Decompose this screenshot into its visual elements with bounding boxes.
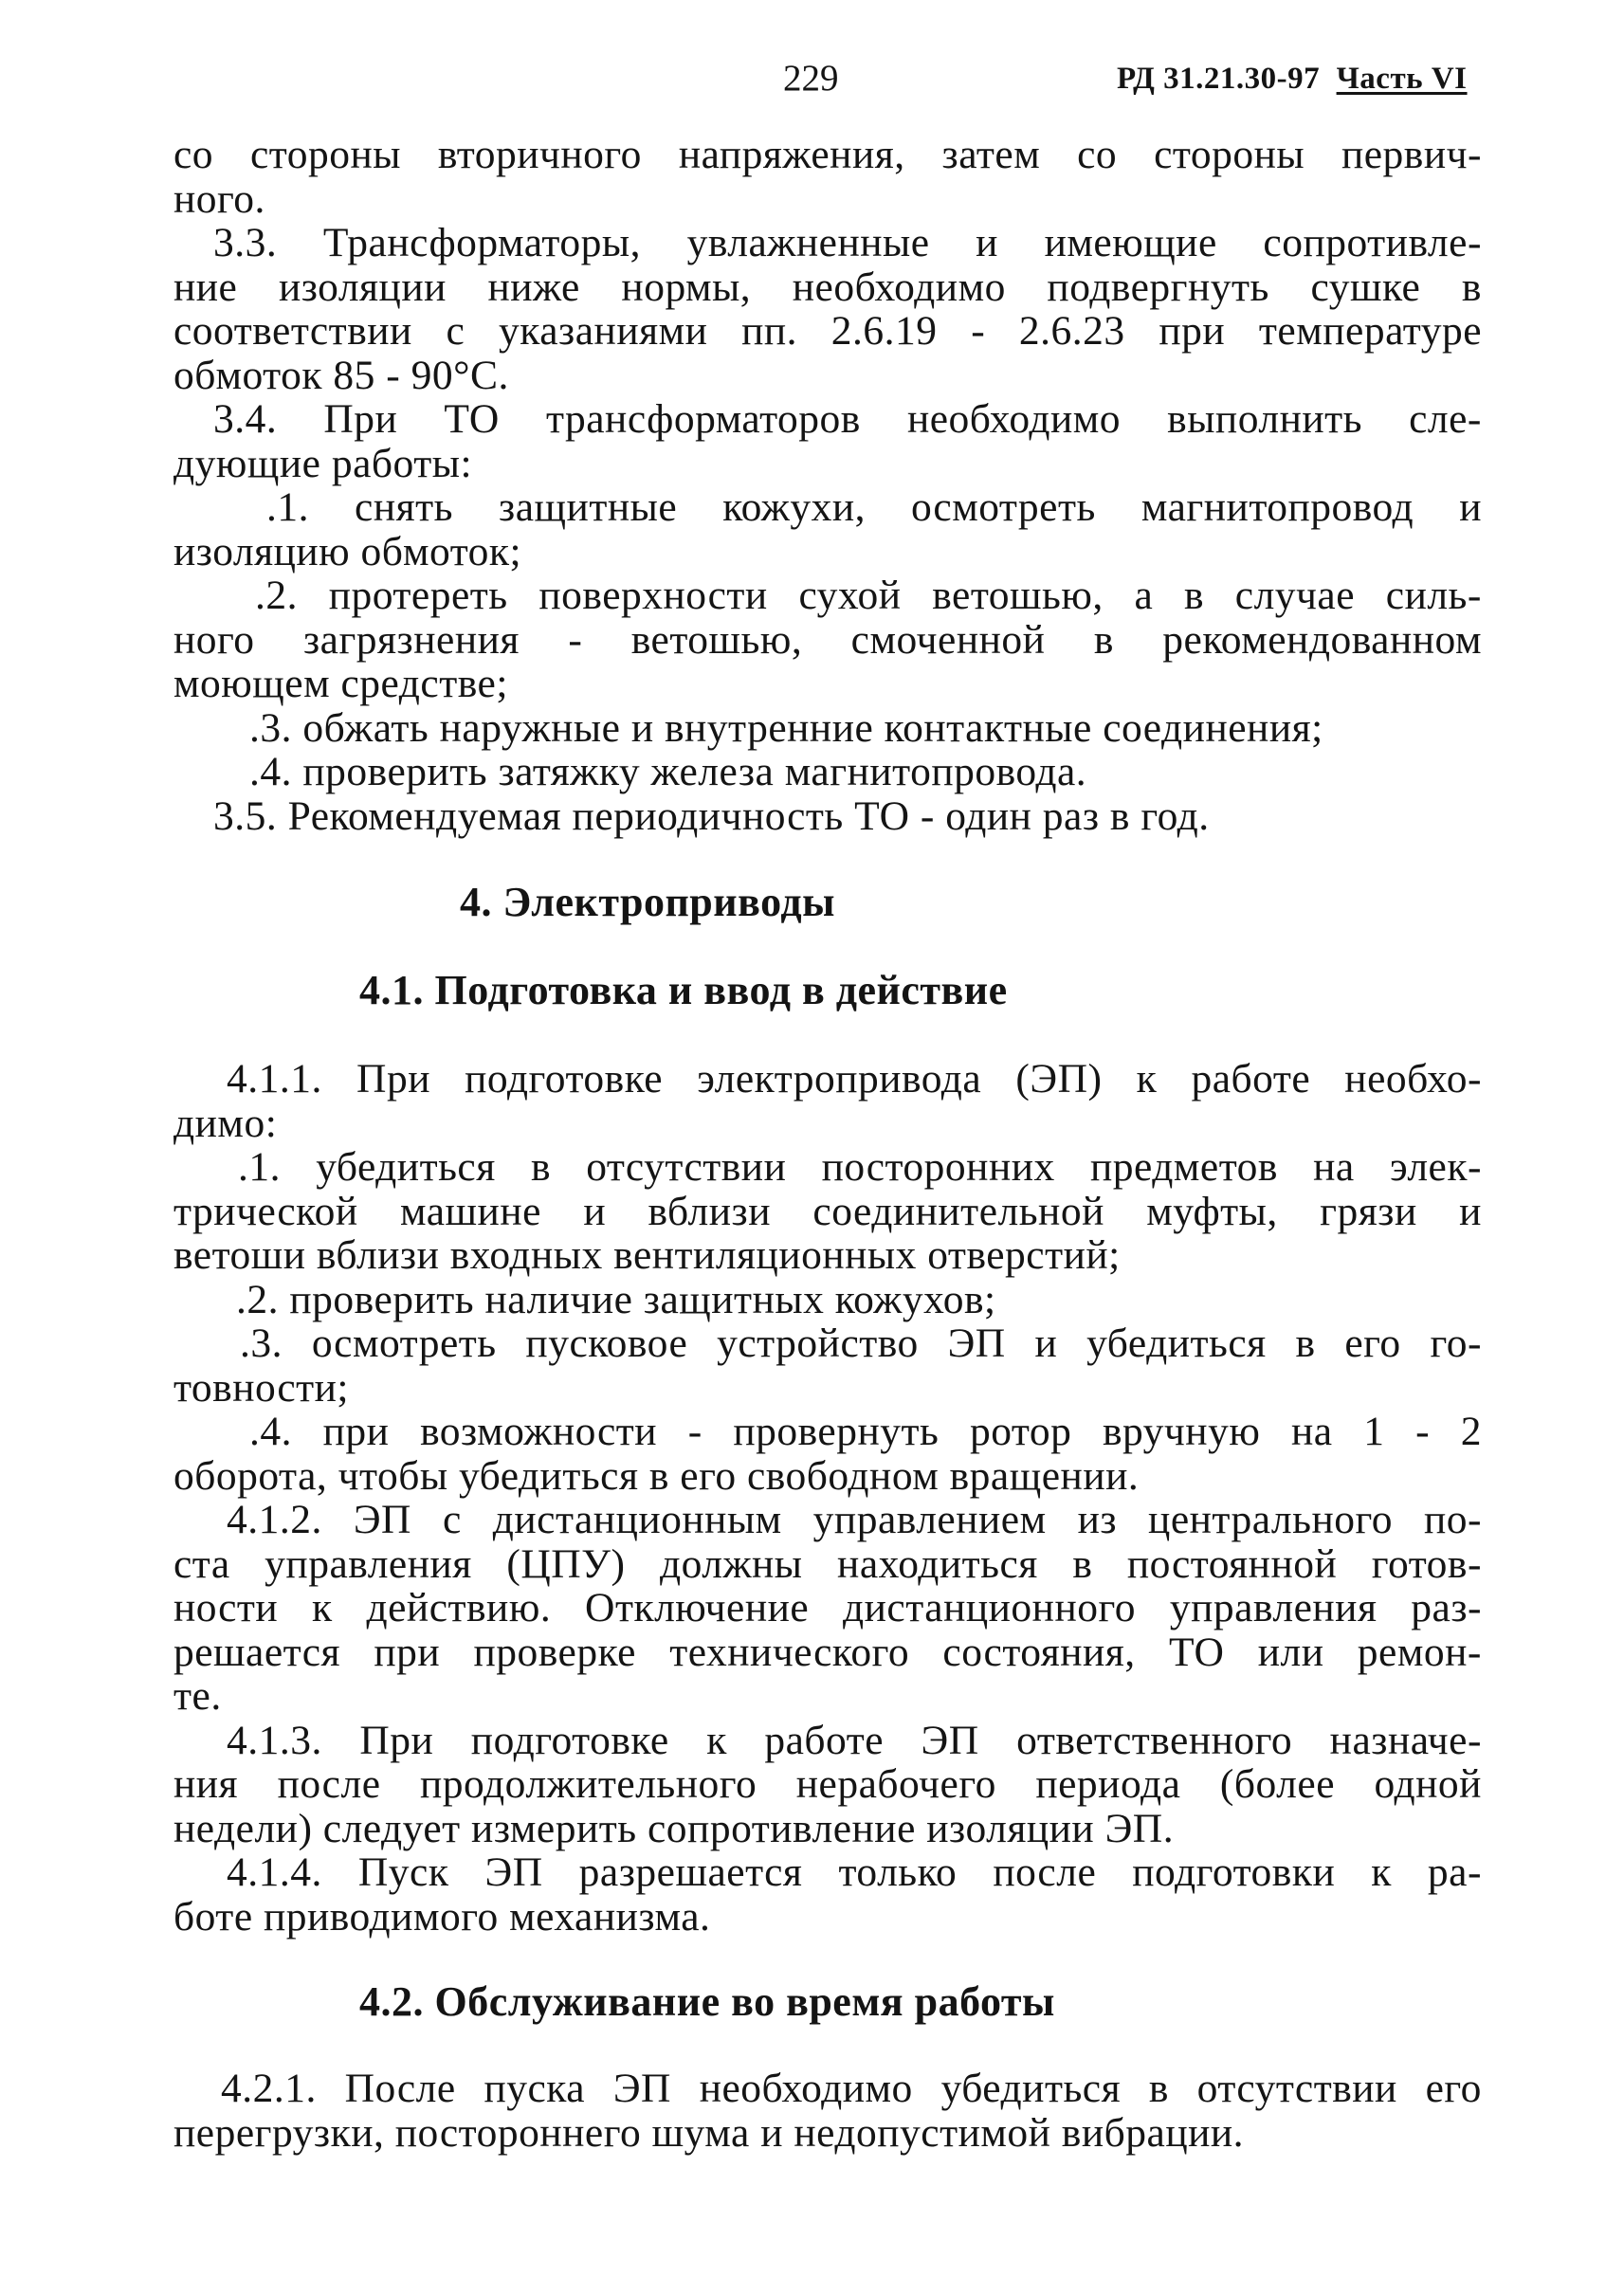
text-line: ветоши вблизи входных вентиляционных отверстий; — [173, 1232, 1121, 1278]
text-line: ста управления (ЦПУ) должны находиться в постоянной готов- — [173, 1540, 1482, 1587]
text-line: 4.1.1. При подготовке электропривода (ЭП) к работе необхо- — [227, 1056, 1482, 1102]
text-line: ния после продолжительного нерабочего периода (более одной — [173, 1761, 1482, 1807]
subsection-heading: 4.1. Подготовка и ввод в действие — [359, 967, 1008, 1013]
page-header — [0, 55, 1624, 102]
text-line: .3. осмотреть пусковое устройство ЭП и убедиться в его го- — [240, 1321, 1482, 1366]
text-line: 3.5. Рекомендуемая периодичность ТО - один раз в год. — [213, 792, 1210, 839]
text-line: .1. убедиться в отсутствии посторонних предметов на элек- — [238, 1144, 1482, 1190]
text-line: .2. протереть поверхности сухой ветошью, а в случае силь- — [255, 573, 1482, 618]
document-part: Часть VI — [1336, 62, 1468, 96]
text-line: 4.1.3. При подготовке к работе ЭП ответственного назначе- — [227, 1717, 1482, 1763]
text-line: ного. — [173, 175, 265, 222]
text-line: моющем средстве; — [173, 661, 508, 706]
text-line: со стороны вторичного напряжения, затем со стороны первич- — [173, 132, 1482, 177]
text-line: ности к действию. Отключение дистанционного управления раз- — [173, 1585, 1482, 1630]
text-line: .4. проверить затяжку железа магнитопровода. — [249, 749, 1087, 794]
text-line: ние изоляции ниже нормы, необходимо подвергнуть сушке в — [173, 264, 1482, 310]
page-number: 229 — [783, 58, 839, 99]
text-line: .1. снять защитные кожухи, осмотреть магнитопровод и — [266, 484, 1482, 530]
text-line: .2. проверить наличие защитных кожухов; — [236, 1276, 996, 1322]
text-line: .4. при возможности - провернуть ротор вручную на 1 - 2 — [249, 1409, 1482, 1454]
text-line: 4.1.2. ЭП с дистанционным управлением из центрального по- — [227, 1497, 1482, 1542]
text-line: те. — [173, 1673, 222, 1719]
subsection-heading: 4.2. Обслуживание во время работы — [359, 1978, 1055, 2025]
text-line: решается при проверке технического состояния, ТО или ремон- — [173, 1629, 1482, 1675]
text-line: дующие работы: — [173, 440, 473, 486]
text-line: 4.1.4. Пуск ЭП разрешается только после подготовки к ра- — [227, 1849, 1482, 1895]
text-line: ного загрязнения - ветошью, смоченной в рекомендованном — [173, 616, 1482, 663]
body-text — [173, 133, 1482, 2155]
text-line: .3. обжать наружные и внутренние контактные соединения; — [249, 704, 1323, 751]
text-line: обмоток 85 - 90°С. — [173, 352, 509, 398]
document-reference — [1117, 55, 1468, 102]
text-line: недели) следует измерить сопротивление изоляции ЭП. — [173, 1805, 1175, 1851]
text-line: оборота, чтобы убедиться в его свободном вращении. — [173, 1452, 1140, 1499]
text-line: перегрузки, постороннего шума и недопустимой вибрации. — [173, 2109, 1245, 2156]
text-line: 4.2.1. После пуска ЭП необходимо убедиться в отсутствии его — [221, 2066, 1482, 2111]
text-line: боте приводимого механизма. — [173, 1893, 711, 1940]
text-line: димо: — [173, 1100, 278, 1146]
text-line: 3.4. При ТО трансформаторов необходимо выполнить сле- — [213, 396, 1482, 442]
section-heading: 4. Электроприводы — [460, 879, 835, 925]
text-line: трической машине и вблизи соединительной муфты, грязи и — [173, 1188, 1482, 1234]
text-line: товности; — [173, 1364, 350, 1411]
text-line: соответствии с указаниями пп. 2.6.19 - 2.6.23 при температуре — [173, 308, 1482, 354]
document-code: РД 31.21.30-97 — [1117, 62, 1321, 96]
text-line: изоляцию обмоток; — [173, 528, 522, 574]
text-line: 3.3. Трансформаторы, увлажненные и имеющие сопротивле- — [213, 220, 1482, 265]
